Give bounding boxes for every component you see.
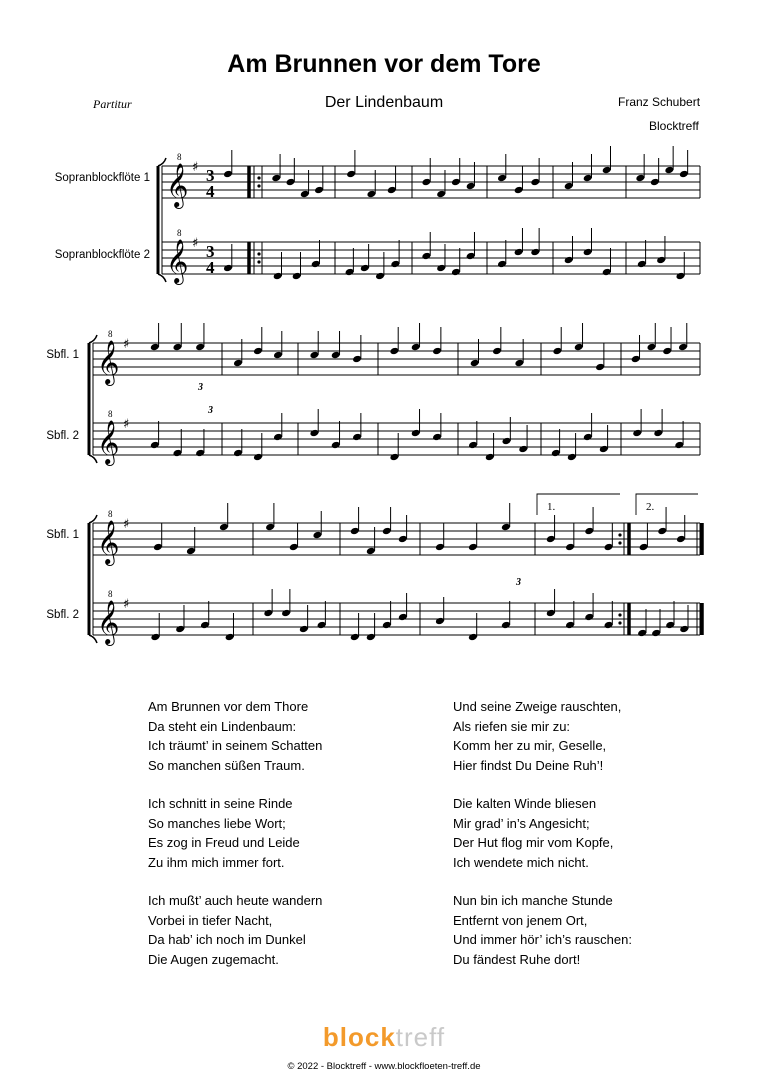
- svg-text:♯: ♯: [192, 160, 199, 175]
- subtitle: Der Lindenbaum: [324, 94, 444, 111]
- lyric-line: Ich mußt’ auch heute wandern: [148, 893, 323, 908]
- lyrics-column-left: [148, 697, 322, 988]
- svg-text:𝄞: 𝄞: [97, 420, 120, 464]
- svg-text:4: 4: [206, 182, 215, 201]
- svg-text:𝄞: 𝄞: [166, 163, 189, 207]
- instrument-label-short-1: Sbfl. 1: [46, 349, 79, 361]
- svg-text:8: 8: [108, 409, 113, 419]
- composer: Franz Schubert: [618, 95, 701, 109]
- lyric-line: Du fändest Ruhe dort!: [453, 951, 581, 967]
- svg-text:8: 8: [177, 152, 182, 162]
- svg-text:8: 8: [108, 509, 113, 519]
- instrument-label-short-2: Sbfl. 2: [46, 430, 79, 442]
- lyrics-stanza: [148, 891, 322, 969]
- lyric-line: Da hab’ ich noch im Dunkel: [148, 932, 306, 947]
- logo-part-treff: treff: [395, 1022, 446, 1052]
- svg-text:3: 3: [198, 382, 203, 393]
- first-ending-label: 1.: [547, 501, 556, 513]
- lyric-line: Es zog in Freud und Leide: [148, 835, 300, 850]
- blocktreff-logo: [0, 1022, 768, 1053]
- lyric-line: Da steht ein Lindenbaum:: [148, 718, 297, 734]
- logo-part-block: block: [322, 1022, 396, 1052]
- svg-text:8: 8: [108, 329, 113, 339]
- footer-copyright: © 2022 - Blocktreff - www.blockfloeten-treff.de: [287, 1061, 481, 1072]
- lyric-line: Und seine Zweige rauschten,: [453, 699, 622, 714]
- instrument-label-short-4: Sbfl. 2: [46, 609, 79, 621]
- lyric-line: Komm her zu mir, Geselle,: [453, 738, 607, 753]
- svg-text:♯: ♯: [123, 597, 130, 612]
- svg-text:♯: ♯: [192, 236, 199, 251]
- lyrics-stanza: [148, 697, 322, 775]
- svg-text:𝄞: 𝄞: [97, 600, 120, 644]
- instrument-label-short-3: Sbfl. 1: [46, 529, 79, 541]
- lyrics-stanza: [453, 891, 632, 969]
- second-ending-label: 2.: [646, 501, 655, 513]
- svg-text:♯: ♯: [123, 417, 130, 432]
- svg-text:𝄞: 𝄞: [97, 520, 120, 564]
- lyrics-stanza: [148, 794, 322, 872]
- svg-text:3: 3: [206, 242, 215, 261]
- lyric-line: Am Brunnen vor dem Thore: [148, 699, 309, 714]
- lyric-line: Ich wendete mich nicht.: [453, 854, 589, 870]
- lyric-line: Die Augen zugemacht.: [148, 951, 279, 967]
- lyric-line: Nun bin ich manche Stunde: [453, 893, 613, 908]
- lyric-line: Mir grad’ in’s Angesicht;: [453, 815, 590, 831]
- lyric-line: Hier findst Du Deine Ruh’!: [453, 757, 604, 773]
- svg-text:8: 8: [177, 228, 182, 238]
- svg-text:♯: ♯: [123, 517, 130, 532]
- arranger: Blocktreff: [649, 119, 699, 133]
- lyric-line: Der Hut flog mir vom Kopfe,: [453, 835, 614, 850]
- svg-text:3: 3: [208, 405, 213, 416]
- lyrics-column-right: [453, 697, 632, 988]
- svg-text:𝄞: 𝄞: [166, 239, 189, 283]
- svg-text:♯: ♯: [123, 337, 130, 352]
- lyric-line: Ich schnitt in seine Rinde: [148, 796, 293, 811]
- svg-text:8: 8: [108, 589, 113, 599]
- treble-8va-icon: [97, 152, 215, 646]
- svg-text:3: 3: [516, 577, 521, 588]
- lyric-line: Vorbei in tiefer Nacht,: [148, 912, 273, 928]
- svg-text:4: 4: [206, 258, 215, 277]
- lyric-line: Die kalten Winde bliesen: [453, 796, 597, 811]
- instrument-label-1: Sopranblockflöte 1: [54, 172, 150, 184]
- lyric-line: So manchen süßen Traum.: [148, 757, 305, 773]
- lyrics-stanza: [453, 794, 632, 872]
- instrument-label-2: Sopranblockflöte 2: [54, 249, 150, 261]
- lyric-line: Entfernt von jenem Ort,: [453, 912, 588, 928]
- lyrics-stanza: [453, 697, 632, 775]
- lyric-line: So manches liebe Wort;: [148, 815, 286, 831]
- score-type-label: Partitur: [93, 97, 132, 111]
- svg-text:3: 3: [206, 166, 215, 185]
- lyric-line: Als riefen sie mir zu:: [453, 718, 571, 734]
- lyric-line: Ich träumt’ in seinem Schatten: [148, 738, 323, 753]
- svg-text:𝄞: 𝄞: [97, 340, 120, 384]
- lyric-line: Zu ihm mich immer fort.: [148, 854, 285, 870]
- lyric-line: Und immer hör’ ich’s rauschen:: [453, 932, 632, 947]
- page-title: Am Brunnen vor dem Tore: [227, 50, 541, 78]
